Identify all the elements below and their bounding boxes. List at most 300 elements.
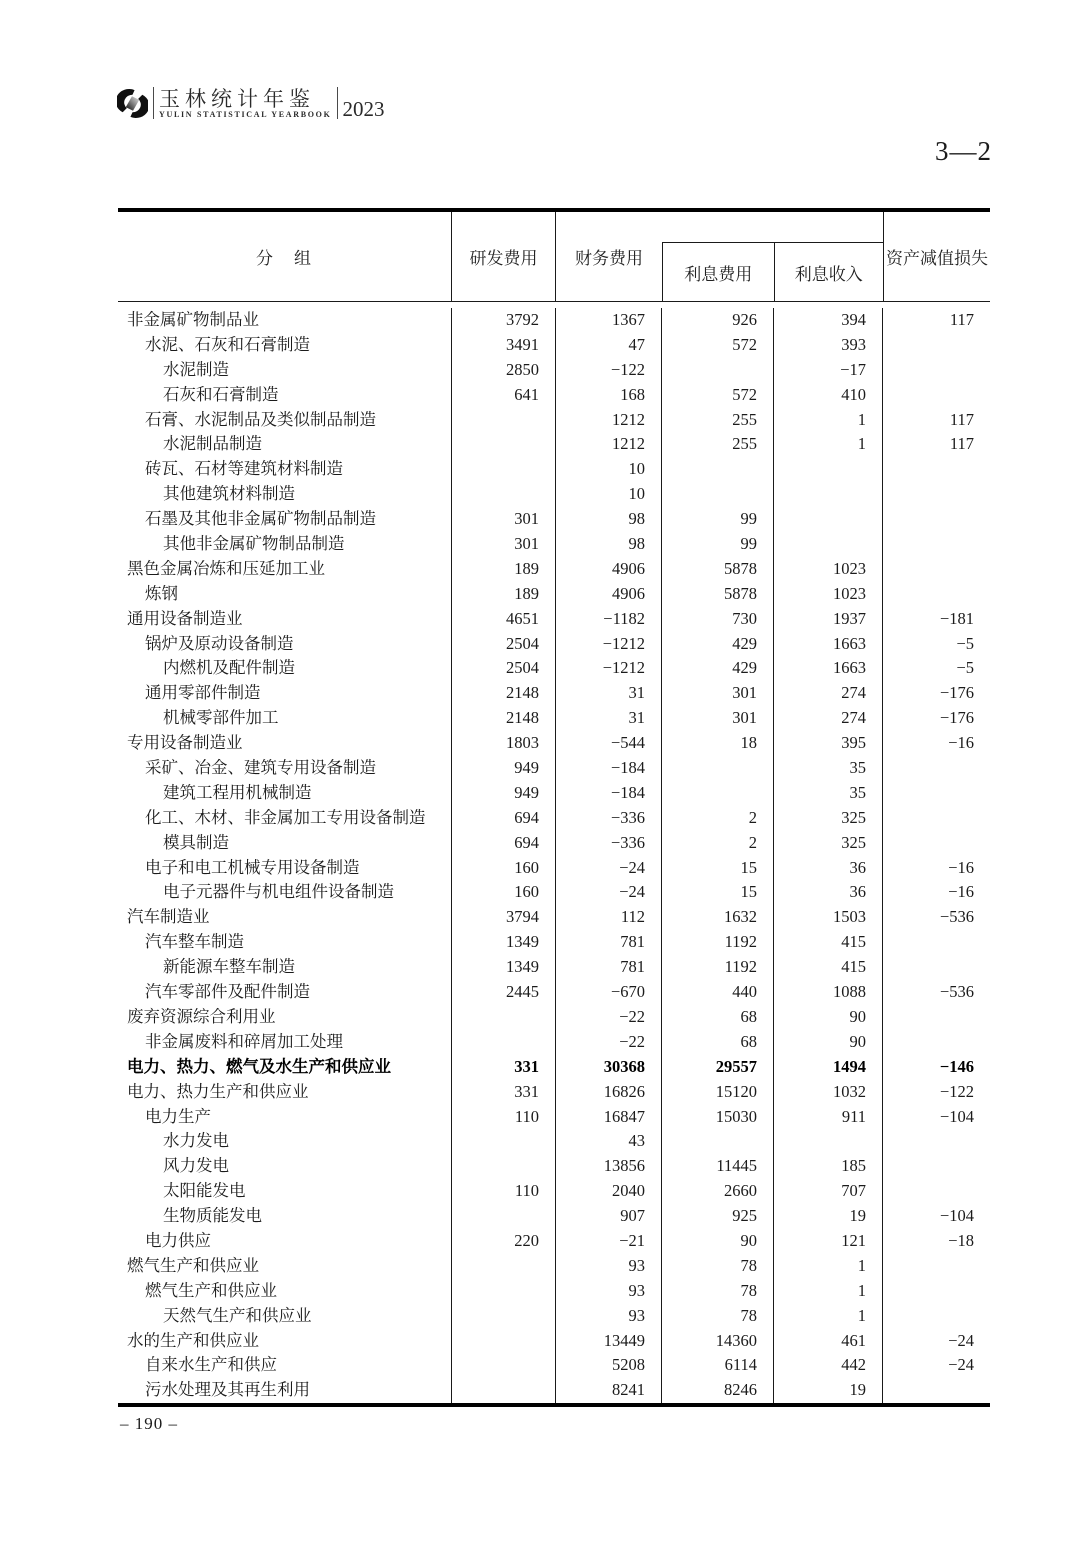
row-value-interest-income: 36 <box>774 880 883 905</box>
row-value-interest-expense: 29557 <box>662 1055 774 1080</box>
row-value-impairment <box>883 557 990 582</box>
row-value-impairment <box>883 1254 990 1279</box>
row-value-interest-expense: 429 <box>662 656 774 681</box>
table-row <box>118 1105 990 1130</box>
row-value-financial: 93 <box>556 1279 662 1304</box>
table-row <box>118 1030 990 1055</box>
row-value-financial: 8241 <box>556 1378 662 1403</box>
row-value-interest-expense: 2660 <box>662 1179 774 1204</box>
row-value-rd: 2850 <box>452 358 556 383</box>
row-label: 汽车零部件及配件制造 <box>118 980 452 1005</box>
table-number: 3—2 <box>935 136 992 166</box>
row-value-rd: 2504 <box>452 656 556 681</box>
table-row <box>118 408 990 433</box>
row-value-financial: −22 <box>556 1005 662 1030</box>
row-value-impairment: −24 <box>948 1355 974 1375</box>
row-label: 化工、木材、非金属加工专用设备制造 <box>118 806 452 831</box>
row-label: 锅炉及原动设备制造 <box>118 632 452 657</box>
brand-title-cn: 玉林统计年鉴 <box>159 86 315 111</box>
row-value-impairment <box>883 831 990 856</box>
row-value-interest-expense: 11445 <box>662 1154 774 1179</box>
row-value-rd <box>452 1154 556 1179</box>
table-row <box>118 731 990 756</box>
row-value-impairment <box>883 1378 990 1403</box>
masthead-divider <box>337 87 338 119</box>
row-label: 模具制造 <box>118 831 452 856</box>
column-header-interest-expense: 利息费用 <box>663 243 775 301</box>
row-value-interest-income: 461 <box>774 1329 883 1354</box>
row-value-rd: 641 <box>452 383 556 408</box>
row-value-interest-expense <box>662 781 774 806</box>
row-value-interest-expense: 730 <box>662 607 774 632</box>
row-label: 其他建筑材料制造 <box>118 482 452 507</box>
row-value-rd <box>452 1304 556 1329</box>
row-value-impairment <box>883 806 990 831</box>
row-value-interest-income: 19 <box>774 1378 883 1403</box>
row-label: 电子和电工机械专用设备制造 <box>118 856 452 881</box>
row-value-financial: −24 <box>556 880 662 905</box>
row-value-interest-income: 1023 <box>774 582 883 607</box>
row-value-financial: −544 <box>556 731 662 756</box>
row-value-rd: 3794 <box>452 905 556 930</box>
row-label: 采矿、冶金、建筑专用设备制造 <box>118 756 452 781</box>
table-row <box>118 383 990 408</box>
row-value-interest-expense: 926 <box>662 308 774 333</box>
row-value-interest-income: 1663 <box>774 656 883 681</box>
row-value-interest-income: 1937 <box>774 607 883 632</box>
row-value-interest-expense: 15 <box>662 880 774 905</box>
column-header-interest-income: 利息收入 <box>794 264 863 284</box>
row-value-financial: −184 <box>556 781 662 806</box>
row-value-impairment: −176 <box>939 708 974 728</box>
row-value-financial: −670 <box>556 980 662 1005</box>
row-value-impairment: −104 <box>939 1206 974 1226</box>
table-row <box>118 756 990 781</box>
row-value-interest-income: 185 <box>774 1154 883 1179</box>
table-row <box>118 607 990 632</box>
row-label: 水泥制造 <box>118 358 452 383</box>
row-value-interest-expense: 255 <box>662 432 774 457</box>
table-row <box>118 557 990 582</box>
row-value-rd: 694 <box>452 806 556 831</box>
row-value-interest-income: 410 <box>774 383 883 408</box>
row-value-interest-income: 90 <box>774 1030 883 1055</box>
row-label: 风力发电 <box>118 1154 452 1179</box>
row-value-financial: 1212 <box>556 432 662 457</box>
row-label: 自来水生产和供应 <box>118 1353 452 1378</box>
row-value-financial: 93 <box>556 1304 662 1329</box>
row-value-rd: 2504 <box>452 632 556 657</box>
row-value-financial: 13449 <box>556 1329 662 1354</box>
row-value-impairment: −146 <box>939 1056 974 1076</box>
table-row <box>118 632 990 657</box>
row-value-interest-income: 325 <box>774 831 883 856</box>
row-value-financial: 31 <box>556 681 662 706</box>
row-value-rd: 694 <box>452 831 556 856</box>
row-value-rd: 3792 <box>452 308 556 333</box>
row-value-financial: −122 <box>556 358 662 383</box>
row-value-interest-expense: 99 <box>662 507 774 532</box>
row-value-impairment <box>883 582 990 607</box>
row-value-impairment: −5 <box>956 658 974 678</box>
row-value-interest-expense <box>662 358 774 383</box>
row-value-financial: −1212 <box>556 632 662 657</box>
row-value-interest-income: 1 <box>774 1279 883 1304</box>
row-value-interest-expense: 90 <box>662 1229 774 1254</box>
row-value-interest-expense: 301 <box>662 681 774 706</box>
row-value-rd <box>452 1204 556 1229</box>
row-label: 砖瓦、石材等建筑材料制造 <box>118 457 452 482</box>
row-label: 新能源车整车制造 <box>118 955 452 980</box>
row-value-rd: 110 <box>452 1179 556 1204</box>
row-value-impairment: −181 <box>939 608 974 628</box>
row-value-interest-income: 19 <box>774 1204 883 1229</box>
row-value-rd <box>452 1329 556 1354</box>
row-value-impairment <box>883 1030 990 1055</box>
row-value-interest-income: 1 <box>774 1304 883 1329</box>
row-value-impairment: 117 <box>949 310 974 329</box>
row-value-interest-expense: 99 <box>662 532 774 557</box>
row-label: 汽车整车制造 <box>118 930 452 955</box>
row-label: 污水处理及其再生利用 <box>118 1378 452 1403</box>
table-body <box>118 302 990 1403</box>
row-value-interest-expense <box>662 1129 774 1154</box>
row-value-interest-income: 35 <box>774 781 883 806</box>
table-row <box>118 482 990 507</box>
row-value-interest-income: 1088 <box>774 980 883 1005</box>
row-value-interest-income: 35 <box>774 756 883 781</box>
row-value-financial: 98 <box>556 507 662 532</box>
row-value-impairment <box>883 532 990 557</box>
row-value-interest-income: 707 <box>774 1179 883 1204</box>
row-value-interest-expense: 15030 <box>662 1105 774 1130</box>
row-value-interest-income: 393 <box>774 333 883 358</box>
row-label: 内燃机及配件制造 <box>118 656 452 681</box>
table-row <box>118 781 990 806</box>
row-value-rd: 1349 <box>452 930 556 955</box>
row-value-interest-expense: 68 <box>662 1030 774 1055</box>
table-row <box>118 358 990 383</box>
row-value-impairment: −536 <box>939 982 974 1002</box>
row-value-impairment <box>883 930 990 955</box>
row-value-rd: 949 <box>452 781 556 806</box>
row-value-impairment <box>883 457 990 482</box>
row-value-rd: 189 <box>452 557 556 582</box>
table-row <box>118 1055 990 1080</box>
row-label: 汽车制造业 <box>118 905 452 930</box>
row-value-rd: 2148 <box>452 706 556 731</box>
row-value-interest-income <box>774 1129 883 1154</box>
row-value-rd: 301 <box>452 532 556 557</box>
row-value-interest-expense: 255 <box>662 408 774 433</box>
row-value-financial: −21 <box>556 1229 662 1254</box>
table-row <box>118 955 990 980</box>
column-header-financial-expense: 财务费用 <box>575 249 643 268</box>
row-value-financial: 781 <box>556 930 662 955</box>
page-number: – 190 – <box>120 1414 178 1433</box>
row-value-interest-expense: 1192 <box>662 955 774 980</box>
row-value-impairment <box>883 1279 990 1304</box>
row-value-impairment <box>883 955 990 980</box>
row-label: 建筑工程用机械制造 <box>118 781 452 806</box>
row-value-financial: −1182 <box>556 607 662 632</box>
row-value-financial: 781 <box>556 955 662 980</box>
table-row <box>118 1204 990 1229</box>
row-value-financial: −336 <box>556 806 662 831</box>
table-row <box>118 880 990 905</box>
table-header <box>118 212 990 302</box>
row-label: 黑色金属冶炼和压延加工业 <box>118 557 452 582</box>
row-value-rd: 301 <box>452 507 556 532</box>
row-value-interest-expense: 572 <box>662 383 774 408</box>
row-value-interest-income: 1663 <box>774 632 883 657</box>
row-value-rd: 2445 <box>452 980 556 1005</box>
row-value-rd: 189 <box>452 582 556 607</box>
row-value-financial: 30368 <box>556 1055 662 1080</box>
row-value-rd: 220 <box>452 1229 556 1254</box>
row-value-impairment <box>883 358 990 383</box>
row-value-interest-expense: 8246 <box>662 1378 774 1403</box>
row-value-financial: −184 <box>556 756 662 781</box>
row-value-financial: 4906 <box>556 557 662 582</box>
row-value-interest-income: 394 <box>774 308 883 333</box>
table-row <box>118 1179 990 1204</box>
table-row <box>118 1353 990 1378</box>
row-value-financial: 31 <box>556 706 662 731</box>
row-label: 电力供应 <box>118 1229 452 1254</box>
row-label: 非金属矿物制品业 <box>118 308 452 333</box>
table-row <box>118 582 990 607</box>
row-value-interest-income: 442 <box>774 1353 883 1378</box>
row-value-rd: 1349 <box>452 955 556 980</box>
row-value-interest-income: 36 <box>774 856 883 881</box>
row-value-financial: 16847 <box>556 1105 662 1130</box>
row-value-interest-income: 395 <box>774 731 883 756</box>
row-value-impairment: −18 <box>948 1230 974 1250</box>
row-value-impairment <box>883 756 990 781</box>
row-value-interest-expense: 2 <box>662 806 774 831</box>
row-value-interest-expense: 925 <box>662 1204 774 1229</box>
row-value-impairment <box>883 1179 990 1204</box>
row-value-interest-expense: 5878 <box>662 557 774 582</box>
table-row <box>118 1154 990 1179</box>
row-value-interest-expense: 572 <box>662 333 774 358</box>
row-value-rd <box>452 1279 556 1304</box>
row-label: 通用设备制造业 <box>118 607 452 632</box>
row-value-interest-income: −17 <box>774 358 883 383</box>
row-value-interest-income: 1 <box>774 432 883 457</box>
table-row <box>118 457 990 482</box>
row-value-financial: 93 <box>556 1254 662 1279</box>
row-value-impairment <box>883 482 990 507</box>
row-label: 水的生产和供应业 <box>118 1329 452 1354</box>
row-value-interest-expense: 15120 <box>662 1080 774 1105</box>
row-label: 电力、热力生产和供应业 <box>118 1080 452 1105</box>
row-value-interest-income: 274 <box>774 681 883 706</box>
row-label: 石墨及其他非金属矿物制品制造 <box>118 507 452 532</box>
row-value-financial: 98 <box>556 532 662 557</box>
table-row <box>118 656 990 681</box>
row-value-rd <box>452 1254 556 1279</box>
row-value-impairment: −24 <box>948 1330 974 1350</box>
masthead <box>117 86 385 120</box>
row-value-rd: 160 <box>452 856 556 881</box>
row-value-interest-income: 1 <box>774 408 883 433</box>
row-label: 其他非金属矿物制品制造 <box>118 532 452 557</box>
row-value-financial: −1212 <box>556 656 662 681</box>
row-label: 水力发电 <box>118 1129 452 1154</box>
table-row <box>118 706 990 731</box>
column-header-rd-expense: 研发费用 <box>452 212 556 301</box>
row-value-interest-expense: 1192 <box>662 930 774 955</box>
row-label: 机械零部件加工 <box>118 706 452 731</box>
row-value-rd <box>452 1129 556 1154</box>
row-value-financial: 43 <box>556 1129 662 1154</box>
row-value-interest-income: 415 <box>774 955 883 980</box>
row-value-financial: 2040 <box>556 1179 662 1204</box>
row-value-interest-income: 121 <box>774 1229 883 1254</box>
table-row <box>118 1129 990 1154</box>
row-value-impairment <box>883 1304 990 1329</box>
row-value-interest-expense: 15 <box>662 856 774 881</box>
row-value-financial: 10 <box>556 482 662 507</box>
yearbook-logo-icon <box>117 89 148 118</box>
row-value-interest-income <box>774 457 883 482</box>
row-value-interest-income: 1032 <box>774 1080 883 1105</box>
row-value-financial: 1367 <box>556 308 662 333</box>
row-label: 电子元器件与机电组件设备制造 <box>118 880 452 905</box>
row-value-rd <box>452 1353 556 1378</box>
row-value-interest-expense: 78 <box>662 1279 774 1304</box>
table-row <box>118 1304 990 1329</box>
row-value-rd: 110 <box>452 1105 556 1130</box>
row-value-rd: 4651 <box>452 607 556 632</box>
row-value-interest-income: 1023 <box>774 557 883 582</box>
row-value-impairment: −16 <box>948 857 974 877</box>
row-value-rd <box>452 1005 556 1030</box>
row-value-impairment <box>883 1005 990 1030</box>
row-value-financial: 168 <box>556 383 662 408</box>
row-value-impairment: −16 <box>948 733 974 753</box>
row-value-interest-income: 911 <box>774 1105 883 1130</box>
row-value-financial: 5208 <box>556 1353 662 1378</box>
row-value-interest-expense: 2 <box>662 831 774 856</box>
row-value-impairment <box>883 333 990 358</box>
table-row <box>118 1254 990 1279</box>
row-value-interest-expense: 440 <box>662 980 774 1005</box>
row-value-financial: 4906 <box>556 582 662 607</box>
table-row <box>118 681 990 706</box>
row-label: 天然气生产和供应业 <box>118 1304 452 1329</box>
row-value-rd: 3491 <box>452 333 556 358</box>
row-label: 生物质能发电 <box>118 1204 452 1229</box>
table-row <box>118 333 990 358</box>
table-row <box>118 831 990 856</box>
row-value-interest-income: 1503 <box>774 905 883 930</box>
brand-year: 2023 <box>342 97 385 121</box>
row-label: 燃气生产和供应业 <box>118 1279 452 1304</box>
row-value-impairment <box>883 507 990 532</box>
table-row <box>118 532 990 557</box>
row-value-interest-income <box>774 482 883 507</box>
column-header-group: 分 组 <box>118 212 452 301</box>
row-label: 废弃资源综合利用业 <box>118 1005 452 1030</box>
row-value-impairment: −122 <box>939 1081 974 1101</box>
statistics-table <box>118 208 990 1407</box>
row-value-financial: −24 <box>556 856 662 881</box>
table-row <box>118 980 990 1005</box>
table-row <box>118 1005 990 1030</box>
row-value-interest-income <box>774 532 883 557</box>
brand-title-en: YULIN STATISTICAL YEARBOOK <box>159 109 332 119</box>
row-value-impairment <box>883 1154 990 1179</box>
row-value-financial: 16826 <box>556 1080 662 1105</box>
row-value-impairment: −104 <box>939 1106 974 1126</box>
row-value-impairment: −536 <box>939 907 974 927</box>
row-value-impairment: 117 <box>949 434 974 454</box>
table-row <box>118 905 990 930</box>
row-value-interest-expense <box>662 482 774 507</box>
row-value-rd <box>452 482 556 507</box>
row-label: 燃气生产和供应业 <box>118 1254 452 1279</box>
row-value-rd <box>452 1030 556 1055</box>
row-label: 专用设备制造业 <box>118 731 452 756</box>
row-label: 水泥、石灰和石膏制造 <box>118 333 452 358</box>
row-value-rd: 331 <box>452 1080 556 1105</box>
row-value-rd: 2148 <box>452 681 556 706</box>
row-value-interest-expense: 1632 <box>662 905 774 930</box>
row-value-impairment: −16 <box>948 882 974 902</box>
row-value-interest-income: 90 <box>774 1005 883 1030</box>
table-row <box>118 308 990 333</box>
row-label: 水泥制品制造 <box>118 432 452 457</box>
row-value-interest-expense: 429 <box>662 632 774 657</box>
row-value-rd: 160 <box>452 880 556 905</box>
table-row <box>118 432 990 457</box>
row-value-impairment: 117 <box>949 409 974 429</box>
row-value-interest-expense: 18 <box>662 731 774 756</box>
table-row <box>118 1229 990 1254</box>
row-value-interest-expense: 5878 <box>662 582 774 607</box>
row-label: 电力生产 <box>118 1105 452 1130</box>
row-label: 电力、热力、燃气及水生产和供应业 <box>118 1055 452 1080</box>
row-value-financial: 907 <box>556 1204 662 1229</box>
table-row <box>118 856 990 881</box>
masthead-divider <box>153 87 154 119</box>
row-value-rd <box>452 432 556 457</box>
table-row <box>118 1080 990 1105</box>
row-value-rd: 1803 <box>452 731 556 756</box>
row-value-rd: 331 <box>452 1055 556 1080</box>
row-value-interest-expense <box>662 457 774 482</box>
row-value-impairment <box>883 383 990 408</box>
table-row <box>118 1329 990 1354</box>
row-value-financial: 112 <box>556 905 662 930</box>
row-value-interest-expense: 14360 <box>662 1329 774 1354</box>
row-value-interest-expense: 68 <box>662 1005 774 1030</box>
row-value-rd <box>452 408 556 433</box>
table-row <box>118 930 990 955</box>
row-value-impairment: −5 <box>956 633 974 653</box>
row-value-interest-income <box>774 507 883 532</box>
row-label: 炼钢 <box>118 582 452 607</box>
row-value-interest-expense <box>662 756 774 781</box>
row-value-impairment: −176 <box>939 683 974 703</box>
row-label: 石膏、水泥制品及类似制品制造 <box>118 408 452 433</box>
row-label: 通用零部件制造 <box>118 681 452 706</box>
column-header-asset-impairment: 资产减值损失 <box>883 212 990 301</box>
table-row <box>118 1378 990 1403</box>
